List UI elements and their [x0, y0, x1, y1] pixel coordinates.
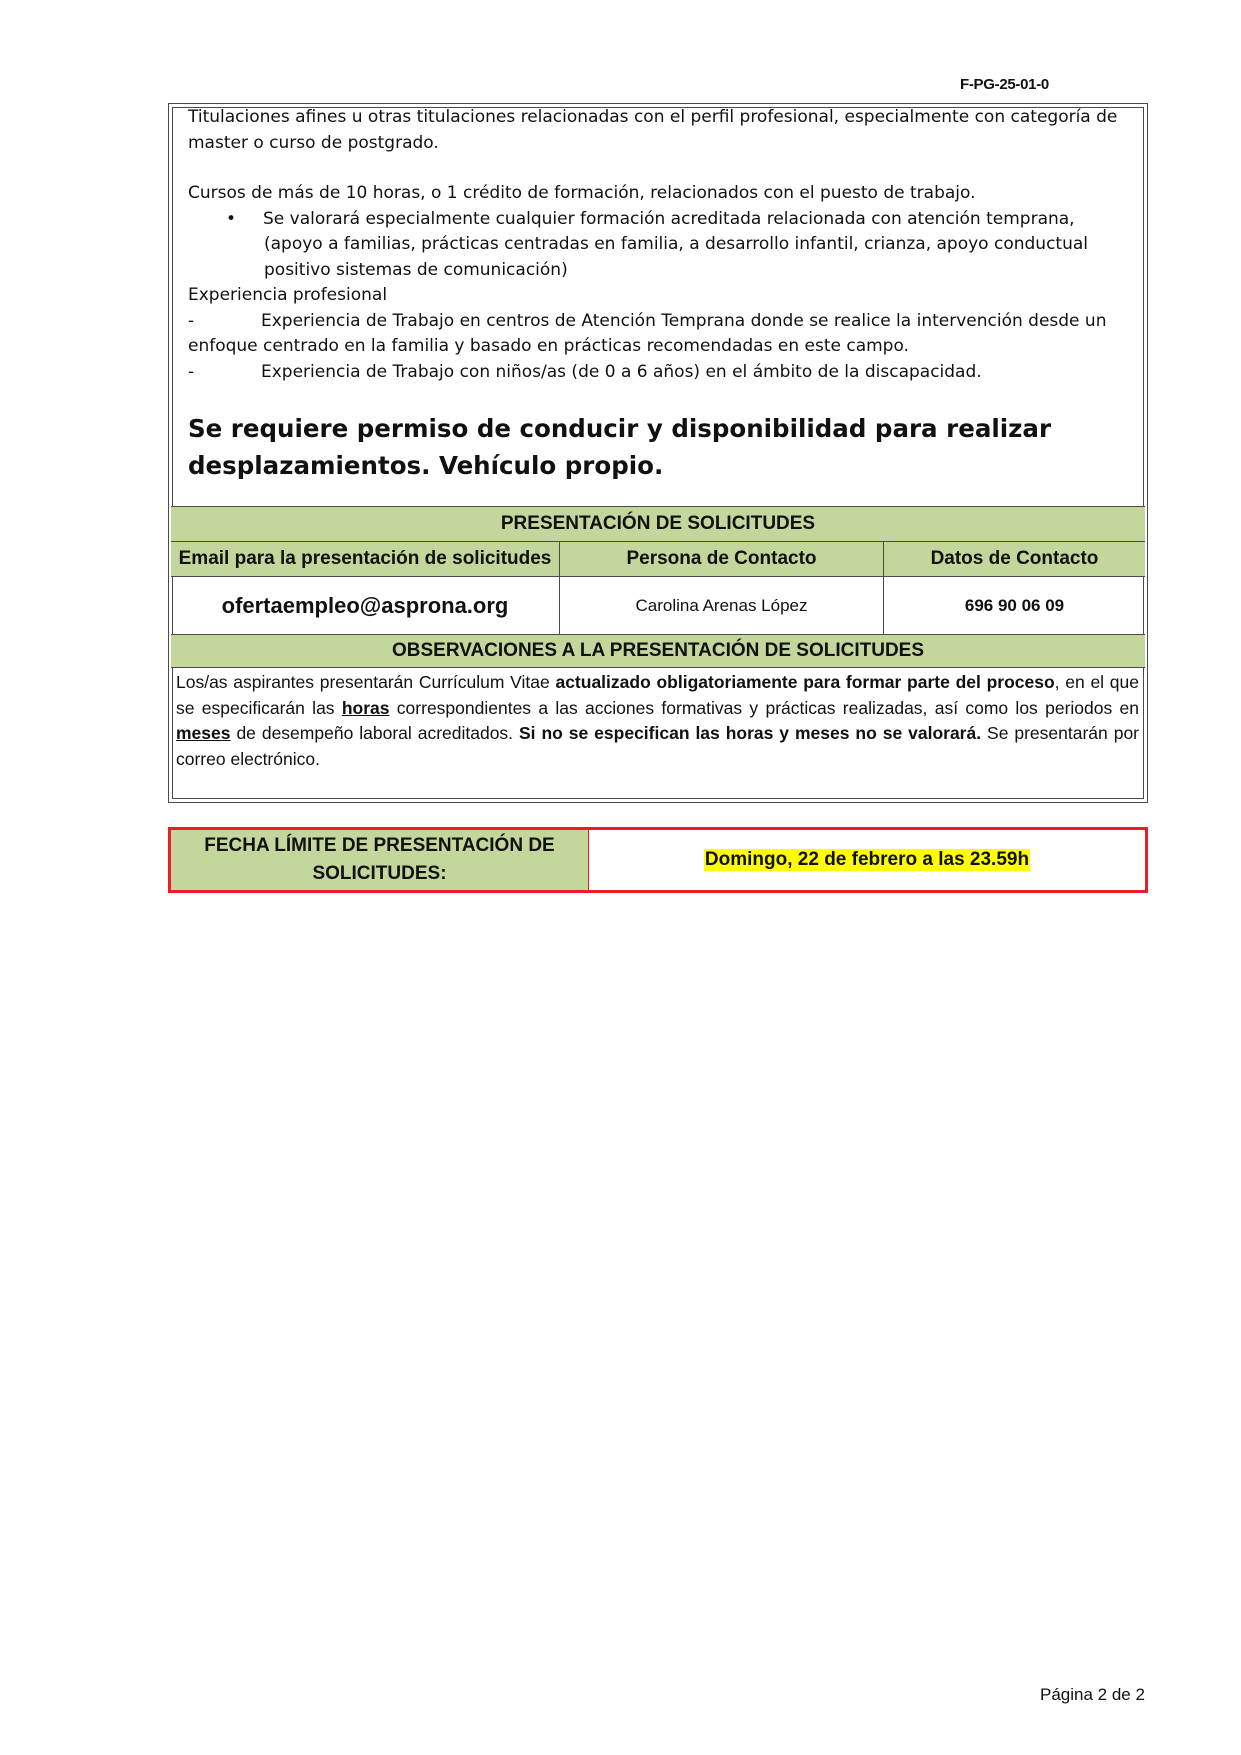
profile-line: master o curso de postgrado. — [188, 132, 439, 153]
driving-requirement — [188, 410, 1088, 484]
deadline-label: FECHA LÍMITE DE PRESENTACIÓN DE SOLICITUDES: — [171, 830, 589, 890]
observations-text: Los/as aspirantes presentarán Currículum Vitae actualizado obligatoriamente para formar parte del proceso, en el que se especificarán las horas correspondientes a las acciones formativas y prácticas realizadas, así como los periodos en meses de desempeño laboral acreditados. Si no se especifican las horas y meses no se valorará. Se presentarán por correo electrónico. — [176, 672, 1140, 769]
profile-section — [188, 105, 1133, 385]
bullet-continuation: positivo sistemas de comunicación) — [264, 259, 568, 280]
dash-icon: - — [188, 361, 195, 382]
contact-phone: 696 90 06 09 — [964, 595, 1065, 615]
applications-columns-row — [171, 541, 1145, 576]
col-person-header: Persona de Contacto — [626, 548, 817, 569]
observations-header-row — [171, 634, 1145, 668]
experience-text: Experiencia de Trabajo con niños/as (de 0 a 6 años) en el ámbito de la discapacidad. — [261, 361, 982, 382]
bullet-continuation: (apoyo a familias, prácticas centradas en familia, a desarrollo infantil, crianza, apoyo conductual — [264, 234, 1089, 254]
experience-item — [188, 309, 1133, 335]
requirement-line: desplazamientos. Vehículo propio. — [188, 451, 664, 480]
email-link[interactable]: ofertaempleo@asprona.org — [221, 592, 509, 618]
applications-title: PRESENTACIÓN DE SOLICITUDES — [500, 513, 816, 534]
requirement-line: Se requiere permiso de conducir y disponibilidad para realizar — [188, 414, 1052, 443]
experience-text: Experiencia de Trabajo en centros de Atención Temprana donde se realice la intervención desde un — [261, 310, 1107, 331]
col-email-header: Email para la presentación de solicitudes — [178, 548, 552, 569]
experience-continuation: enfoque centrado en la familia y basado en prácticas recomendadas en este campo. — [188, 336, 909, 356]
experience-title: Experiencia profesional — [188, 285, 388, 305]
bullet-icon: • — [226, 208, 237, 229]
dash-icon: - — [188, 310, 195, 331]
deadline-box — [168, 827, 1148, 893]
profile-line: Titulaciones afines u otras titulaciones relacionadas con el perfil profesional, especialmente con categoría de — [188, 107, 1118, 127]
applications-header-row — [171, 506, 1145, 541]
bullet-item — [188, 207, 1133, 233]
col-data-header: Datos de Contacto — [930, 548, 1099, 569]
experience-item — [188, 360, 1133, 386]
bullet-text: Se valorará especialmente cualquier formación acreditada relacionada con atención temprana, — [263, 208, 1075, 229]
page-number: Página 2 de 2 — [1040, 1685, 1145, 1704]
deadline-value: Domingo, 22 de febrero a las 23.59h — [704, 849, 1030, 870]
contact-person: Carolina Arenas López — [635, 595, 808, 615]
courses-line: Cursos de más de 10 horas, o 1 crédito de formación, relacionados con el puesto de trabajo. — [188, 183, 976, 203]
deadline-value-cell — [589, 830, 1145, 890]
document-code: F-PG-25-01-0 — [960, 76, 1049, 93]
applications-values-row — [171, 576, 1145, 634]
observations-title: OBSERVACIONES A LA PRESENTACIÓN DE SOLICITUDES — [391, 640, 925, 661]
